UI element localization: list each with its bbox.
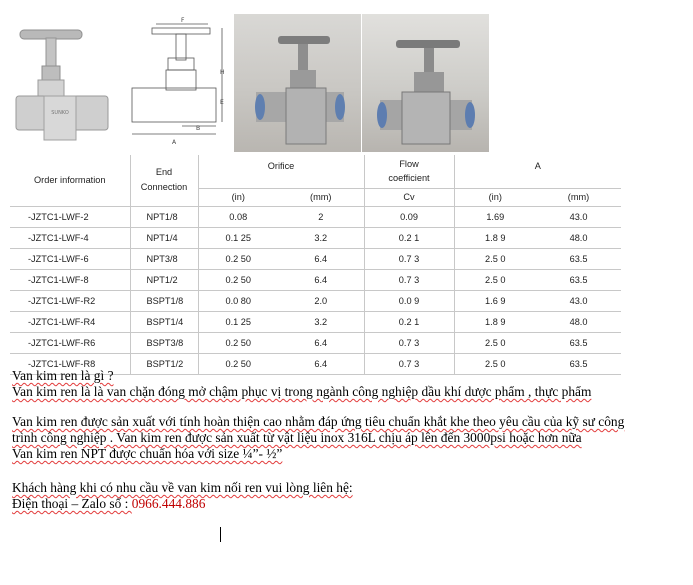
orifice-mm-cell: 6.4 [278,269,364,290]
dimension-drawing-image [122,14,226,152]
order-code-cell: -JZTC1-LWF-2 [10,206,130,227]
subheader-a-in: (in) [454,188,536,206]
cv-cell: 0.2 1 [364,311,454,332]
svg-text:SUNKO: SUNKO [51,110,69,116]
dimension-a-label: A [172,139,177,146]
table-row [10,311,621,332]
end-connection-cell: BSPT1/8 [130,290,198,311]
a-in-cell: 2.5 0 [454,269,536,290]
orifice-in-cell: 0.1 25 [198,227,278,248]
header-end-connection: End Connection [130,155,198,206]
orifice-in-cell: 0.2 50 [198,248,278,269]
cv-cell: 0.09 [364,206,454,227]
order-code-cell: -JZTC1-LWF-R4 [10,311,130,332]
header-flow-coefficient: Flow coefficient [364,155,454,188]
cv-cell: 0.0 9 [364,290,454,311]
order-code-cell: -JZTC1-LWF-R8 [10,353,130,374]
a-mm-cell: 43.0 [536,290,621,311]
a-mm-cell: 63.5 [536,269,621,290]
orifice-mm-cell: 3.2 [278,311,364,332]
orifice-in-cell: 0.08 [198,206,278,227]
answer-paragraph: Van kim ren là là van chặn đóng mở chậm phục vị trong ngành công nghiệp dầu khí dược phẩm , thực phẩm [12,384,592,399]
table-row [10,290,621,311]
a-in-cell: 2.5 0 [454,353,536,374]
phone-label: Điện thoại – Zalo số : [12,496,132,511]
phone-number[interactable]: 0966.444.886 [131,496,206,511]
order-code-cell: -JZTC1-LWF-R6 [10,332,130,353]
a-in-cell: 2.5 0 [454,332,536,353]
a-mm-cell: 48.0 [536,311,621,332]
valve-photo-front [10,14,115,152]
orifice-mm-cell: 2 [278,206,364,227]
order-code-cell: -JZTC1-LWF-6 [10,248,130,269]
description-line-1: Van kim ren được sản xuất với tính hoàn thiện cao nhằm đáp ứng tiêu chuẩn khắt khe theo yêu cầu của kỹ sư công [12,414,625,429]
end-connection-cell: NPT1/8 [130,206,198,227]
subheader-orifice-in: (in) [198,188,278,206]
a-mm-cell: 48.0 [536,227,621,248]
dimension-f-label: F [181,17,185,24]
table-row [10,248,621,269]
needle-valve-image [362,14,489,152]
text-cursor [220,527,221,542]
end-connection-cell: NPT1/4 [130,227,198,248]
end-connection-cell: BSPT1/2 [130,353,198,374]
end-connection-cell: NPT1/2 [130,269,198,290]
table-row [10,206,621,227]
description-line-2: trình công nghiệp . Van kim ren được sản xuất từ vật liệu inox 316L chịu áp lên đến 3000psi hoặc hơn nữa [12,430,582,445]
orifice-in-cell: 0.2 50 [198,332,278,353]
order-code-cell: -JZTC1-LWF-R2 [10,290,130,311]
cv-cell: 0.2 1 [364,227,454,248]
dimension-h-label: H [220,69,225,76]
dimension-b-label: B [196,125,201,132]
table-row [10,332,621,353]
phone-line [12,496,205,512]
orifice-mm-cell: 6.4 [278,332,364,353]
order-code-cell: -JZTC1-LWF-4 [10,227,130,248]
valve-photo-angle-1 [234,14,361,152]
orifice-mm-cell: 6.4 [278,248,364,269]
a-mm-cell: 63.5 [536,353,621,374]
order-code-cell: -JZTC1-LWF-8 [10,269,130,290]
table-row [10,269,621,290]
header-orifice: Orifice [198,155,364,188]
question-heading: Van kim ren là gì ? [12,368,114,383]
cv-cell: 0.7 3 [364,269,454,290]
end-connection-cell: BSPT1/4 [130,311,198,332]
a-in-cell: 1.6 9 [454,290,536,311]
subheader-cv: Cv [364,188,454,206]
end-connection-cell: BSPT3/8 [130,332,198,353]
cv-cell: 0.7 3 [364,353,454,374]
a-in-cell: 1.69 [454,206,536,227]
dimension-e-label: E [220,99,224,106]
orifice-in-cell: 0.2 50 [198,353,278,374]
needle-valve-image [234,14,361,152]
a-in-cell: 1.8 9 [454,311,536,332]
end-connection-cell: NPT3/8 [130,248,198,269]
a-mm-cell: 63.5 [536,248,621,269]
orifice-mm-cell: 3.2 [278,227,364,248]
subheader-a-mm: (mm) [536,188,621,206]
header-order-information: Order information [10,155,130,206]
table-row [10,227,621,248]
subheader-orifice-mm: (mm) [278,188,364,206]
cv-cell: 0.7 3 [364,248,454,269]
orifice-mm-cell: 6.4 [278,353,364,374]
valve-photo-angle-2 [362,14,489,152]
a-in-cell: 2.5 0 [454,248,536,269]
contact-line: Khách hàng khi có nhu cầu về van kim nối ren vui lòng liên hệ: [12,480,353,495]
needle-valve-image [10,14,115,152]
orifice-in-cell: 0.2 50 [198,269,278,290]
orifice-mm-cell: 2.0 [278,290,364,311]
cv-cell: 0.7 3 [364,332,454,353]
description-line-3: Van kim ren NPT được chuẩn hóa với size ¼”- ½” [12,446,283,461]
orifice-in-cell: 0.1 25 [198,311,278,332]
a-in-cell: 1.8 9 [454,227,536,248]
a-mm-cell: 43.0 [536,206,621,227]
a-mm-cell: 63.5 [536,332,621,353]
order-information-table [10,155,621,375]
orifice-in-cell: 0.0 80 [198,290,278,311]
header-a: A [454,155,621,188]
valve-dimension-drawing [122,14,226,152]
